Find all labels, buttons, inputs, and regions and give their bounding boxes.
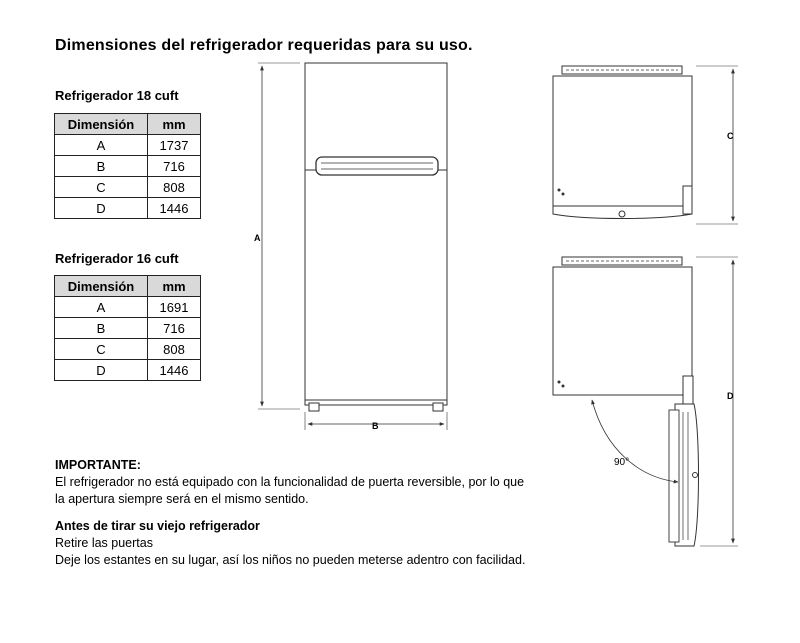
cell-mm: 1691 <box>148 297 201 318</box>
label-a: A <box>254 233 261 243</box>
label-c: C <box>727 131 734 141</box>
page-title: Dimensiones del refrigerador requeridas para su uso. <box>55 37 473 54</box>
cell-dimension: D <box>55 360 148 381</box>
label-angle: 90° <box>614 457 630 468</box>
disposal-line-2: Deje los estantes en su lugar, así los niños no pueden meterse adentro con facilidad. <box>55 553 526 567</box>
label-d: D <box>727 391 734 401</box>
hinge-top <box>683 186 692 214</box>
front-foot-left <box>309 403 319 411</box>
cell-dimension: B <box>55 318 148 339</box>
table-18-title: Refrigerador 18 cuft <box>55 88 179 103</box>
top-view-open <box>553 257 738 546</box>
cell-mm: 716 <box>148 156 201 177</box>
cell-dimension: A <box>55 135 148 156</box>
cell-dimension: D <box>55 198 148 219</box>
cell-mm: 808 <box>148 177 201 198</box>
cell-mm: 1446 <box>148 360 201 381</box>
cell-mm: 1737 <box>148 135 201 156</box>
hinge-open <box>683 376 693 406</box>
door-gasket <box>669 410 679 542</box>
cell-dimension: C <box>55 339 148 360</box>
disposal-line-1: Retire las puertas <box>55 536 153 550</box>
cell-dimension: B <box>55 156 148 177</box>
table-16-title: Refrigerador 16 cuft <box>55 251 179 266</box>
cabinet-top-open <box>553 267 692 395</box>
cell-mm: 716 <box>148 318 201 339</box>
cell-mm: 1446 <box>148 198 201 219</box>
disposal-heading: Antes de tirar su viejo refrigerador <box>55 519 260 533</box>
important-line-2: la apertura siempre será en el mismo sentido. <box>55 492 309 506</box>
cell-mm: 808 <box>148 339 201 360</box>
cabinet-top <box>553 76 692 206</box>
fridge-body <box>305 63 447 400</box>
important-line-1: El refrigerador no está equipado con la funcionalidad de puerta reversible, por lo que <box>55 475 525 489</box>
label-b: B <box>372 421 379 431</box>
top-view-closed <box>553 66 738 224</box>
header-mm: mm <box>148 276 201 297</box>
front-foot-right <box>433 403 443 411</box>
cell-dimension: A <box>55 297 148 318</box>
header-mm: mm <box>148 114 201 135</box>
front-view <box>258 63 447 430</box>
important-heading: IMPORTANTE: <box>55 458 141 472</box>
door-handle <box>316 157 438 175</box>
fridge-base <box>305 400 447 405</box>
header-dimension: Dimensión <box>55 114 148 135</box>
cell-dimension: C <box>55 177 148 198</box>
opening-arc <box>592 400 678 482</box>
header-dimension: Dimensión <box>55 276 148 297</box>
